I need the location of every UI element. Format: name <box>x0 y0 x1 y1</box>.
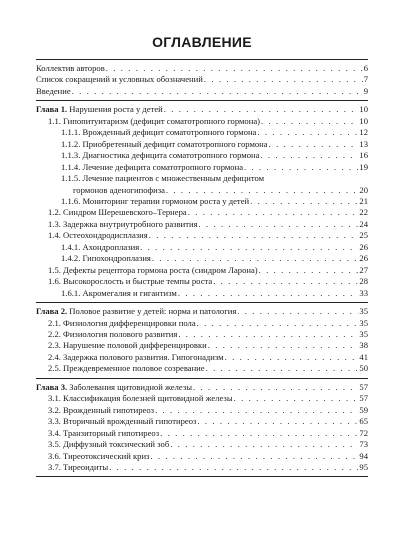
dot-leader <box>213 276 358 287</box>
toc-entry-wrapped-line1[interactable] <box>36 173 368 184</box>
toc-entry-page: 9 <box>363 85 368 96</box>
dot-leader <box>259 265 359 276</box>
toc-entry-page: 35 <box>359 317 368 328</box>
toc-entry-title: 3.4. Транзиторный гипотиреоз <box>48 427 160 438</box>
toc-entry-page: 25 <box>359 230 368 241</box>
toc-entry-title: 3.2. Врожденный гипотиреоз <box>48 404 155 415</box>
toc-entry-page: 35 <box>359 328 368 339</box>
chapter-label: Глава 2. <box>36 306 68 317</box>
dot-leader <box>208 340 359 351</box>
dot-leader <box>225 352 359 363</box>
toc-entry-page: 22 <box>359 207 368 218</box>
dot-leader <box>244 162 358 173</box>
toc-entry-title: 2.4. Задержка полового развития. Гипогонадизм <box>48 351 224 362</box>
toc-entry-title: 3.1. Классификация болезней щитовидной железы <box>48 393 233 404</box>
dot-leader <box>170 439 358 450</box>
toc-entry-page: 21 <box>359 195 368 206</box>
toc-entry-page: 19 <box>359 161 368 172</box>
toc-entry-title: 2.2. Физиология полового развития <box>48 328 178 339</box>
toc-entry-page: 13 <box>359 138 368 149</box>
toc-entry[interactable] <box>36 352 368 363</box>
toc-entry-page: 57 <box>359 381 368 392</box>
dot-leader <box>188 207 359 218</box>
toc-entry[interactable] <box>36 116 368 127</box>
toc-entry[interactable] <box>36 86 368 97</box>
dot-leader <box>197 416 358 427</box>
toc-entry[interactable] <box>36 63 368 74</box>
dot-leader <box>206 363 359 374</box>
dot-leader <box>193 382 358 393</box>
toc-entry[interactable] <box>36 139 368 150</box>
dot-leader <box>178 329 358 340</box>
chapter-title: Нарушения роста у детей <box>67 104 163 115</box>
dot-leader <box>149 230 359 241</box>
toc-entry-page: 57 <box>359 393 368 404</box>
toc-entry[interactable] <box>36 462 368 473</box>
toc-entry[interactable] <box>36 416 368 427</box>
chapter-label: Глава 3. <box>36 381 68 392</box>
dot-leader <box>152 253 359 264</box>
toc-entry-title: 1.1.3. Диагностика дефицита соматотропного гормона <box>61 150 260 161</box>
toc-entry-title: 3.5. Диффузный токсический зоб <box>48 439 170 450</box>
toc-entry[interactable] <box>36 329 368 340</box>
toc-entry[interactable] <box>36 74 368 85</box>
dot-leader <box>140 242 358 253</box>
toc-entry[interactable] <box>36 242 368 253</box>
toc-entry-page: 20 <box>359 184 368 195</box>
toc-entry[interactable] <box>36 393 368 404</box>
toc-entry-title: 1.1.6. Мониторинг терапии гормоном роста у детей <box>61 195 250 206</box>
dot-leader <box>260 150 358 161</box>
toc-chapter-heading[interactable] <box>36 306 368 317</box>
toc-entry-title: 1.2. Синдром Шерешевского–Тернера <box>48 207 187 218</box>
dot-leader <box>164 104 359 115</box>
dot-leader <box>197 318 359 329</box>
toc-entry-title: 1.5. Дефекты рецептора гормона роста (синдром Ларона) <box>48 264 258 275</box>
toc-entry-title: 1.1.5. Лечение пациентов с множественным дефицитом <box>61 173 265 184</box>
toc-entry-page: 16 <box>359 150 368 161</box>
toc-entry-title: 1.1.2. Приобретенный дефицит соматотропного гормона <box>61 138 268 149</box>
dot-leader <box>160 428 358 439</box>
dot-leader <box>261 116 358 127</box>
toc-entry-page: 24 <box>359 218 368 229</box>
toc-entry[interactable] <box>36 253 368 264</box>
toc-entry-title: 3.7. Тиреоидиты <box>48 461 109 472</box>
toc-front-matter <box>36 59 368 100</box>
toc-entry-page: 6 <box>363 63 368 73</box>
dot-leader <box>150 451 358 462</box>
toc-chapter-1 <box>36 100 368 302</box>
dot-leader <box>166 185 359 196</box>
toc-chapter-heading[interactable] <box>36 382 368 393</box>
toc-entry[interactable] <box>36 127 368 138</box>
toc-entry-page: 95 <box>359 461 368 472</box>
toc-entry-page: 7 <box>363 74 368 85</box>
toc-chapter-3 <box>36 378 368 478</box>
toc-title: ОГЛАВЛЕНИЕ <box>152 34 252 50</box>
toc-entry-title: 2.3. Нарушение половой дифференцировки <box>48 340 207 351</box>
toc-entry[interactable] <box>36 340 368 351</box>
toc-entry-title: Список сокращений и условных обозначений <box>36 74 203 85</box>
dot-leader <box>109 462 358 473</box>
toc-entry-title: 1.3. Задержка внутриутробного развития <box>48 218 198 229</box>
toc-entry[interactable] <box>36 363 368 374</box>
toc-entry-page: 28 <box>359 276 368 287</box>
chapter-title: Заболевания щитовидной железы <box>67 381 192 392</box>
toc-entry-page: 27 <box>359 264 368 275</box>
dot-leader <box>178 288 359 299</box>
toc-entry-page: 12 <box>359 127 368 138</box>
dot-leader <box>237 306 358 317</box>
dot-leader <box>269 139 359 150</box>
toc-entry[interactable] <box>36 265 368 276</box>
toc-entry-wrapped-line2[interactable] <box>36 185 368 196</box>
toc-entry-title: Введение <box>36 85 71 96</box>
toc-entry-page: 65 <box>359 416 368 427</box>
dot-leader <box>199 219 359 230</box>
toc-entry-title: 1.4.1. Ахондроплазия <box>61 241 140 252</box>
toc-chapter-heading[interactable] <box>36 104 368 115</box>
dot-leader <box>155 405 358 416</box>
toc-entry-title: 1.1. Гипопитуитаризм (дефицит соматотропного гормона) <box>48 115 260 126</box>
toc-entry-page: 41 <box>359 351 368 362</box>
toc-entry-page: 35 <box>359 306 368 317</box>
toc-entry-page: 10 <box>359 115 368 126</box>
toc-entry-page: 10 <box>359 104 368 115</box>
toc-entry[interactable] <box>36 288 368 299</box>
toc-entry-title: 1.4.2. Гипохондроплазия <box>61 253 151 264</box>
toc-entry-title: 1.6.1. Акромегалия и гигантизм <box>61 287 177 298</box>
toc-entry[interactable] <box>36 439 368 450</box>
dot-leader <box>106 63 363 74</box>
toc-entry-title: 3.3. Вторичный врожденный гипотиреоз <box>48 416 197 427</box>
toc-entry[interactable] <box>36 318 368 329</box>
toc-entry-page: 26 <box>359 241 368 252</box>
toc-entry-page: 26 <box>359 253 368 264</box>
toc-entry-page: 94 <box>359 450 368 461</box>
toc-entry-page: 38 <box>359 340 368 351</box>
toc-entry-title: 2.5. Преждевременное половое созревание <box>48 363 205 374</box>
dot-leader <box>72 86 363 97</box>
toc-entry-title: гормонов аденогипофиза <box>73 184 165 195</box>
toc-entry-page: 72 <box>359 427 368 438</box>
chapter-label: Глава 1. <box>36 104 68 115</box>
toc-entry-title: 2.1. Физиология дифференцировки пола <box>48 317 196 328</box>
toc-entry[interactable] <box>36 405 368 416</box>
toc-entry-page: 73 <box>359 439 368 450</box>
toc-entry[interactable] <box>36 219 368 230</box>
toc-entry[interactable] <box>36 451 368 462</box>
toc-chapter-2 <box>36 302 368 378</box>
toc-entry-title: 1.6. Высокорослость и быстрые темпы роста <box>48 276 213 287</box>
dot-leader <box>257 127 358 138</box>
chapter-title: Половое развитие у детей: норма и патология <box>67 306 237 317</box>
toc-entry-title: 1.1.4. Лечение дефицита соматотропного гормона <box>61 161 244 172</box>
toc-entry[interactable] <box>36 428 368 439</box>
dot-leader <box>234 393 359 404</box>
toc-entry-title: 1.1.1. Врожденный дефицит соматотропного гормона <box>61 127 257 138</box>
dot-leader <box>204 74 363 85</box>
toc-entry[interactable] <box>36 150 368 161</box>
toc-entry[interactable] <box>36 196 368 207</box>
toc-entry[interactable] <box>36 276 368 287</box>
toc-entry-page: 59 <box>359 404 368 415</box>
toc-entry-title: 3.6. Тиреотоксический криз <box>48 450 150 461</box>
toc-entry-title: Коллектив авторов <box>36 63 105 73</box>
toc-entry-page: 50 <box>359 363 368 374</box>
toc-entry-page: 33 <box>359 287 368 298</box>
toc-entry[interactable] <box>36 230 368 241</box>
toc-entry[interactable] <box>36 162 368 173</box>
table-of-contents <box>36 34 368 477</box>
toc-entry-title: 1.4. Остеохондродисплазия <box>48 230 148 241</box>
dot-leader <box>250 196 358 207</box>
toc-entry[interactable] <box>36 207 368 218</box>
